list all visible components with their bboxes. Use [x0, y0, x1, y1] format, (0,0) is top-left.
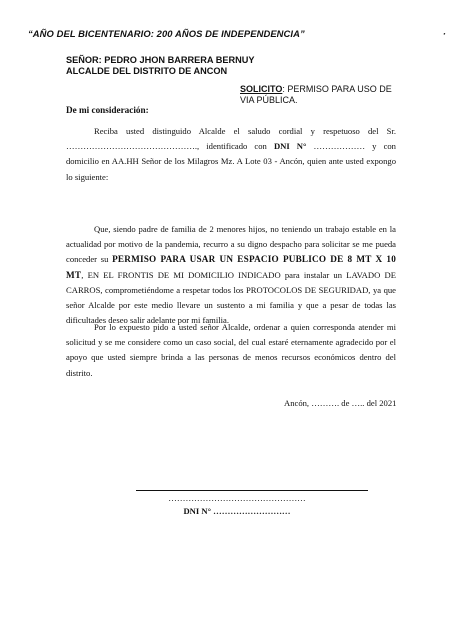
permit-request-bold: PERMISO PARA USAR UN ESPACIO PUBLICO DE 8 MT X 10 MT [66, 254, 396, 280]
date-line: Ancón, ………. de ….. del 2021 [284, 398, 397, 408]
motto-mark: · [442, 28, 447, 39]
paragraph-intro-text: Reciba usted distinguido Alcalde el saludo cordial y respetuoso del Sr. ………………………………………., identificado con [66, 126, 396, 152]
subject-block [240, 84, 410, 106]
salutation: De mi consideración: [66, 105, 149, 115]
subject-text-2: VIA PÚBLICA. [240, 95, 298, 105]
dni-label: DNI N° [273, 141, 307, 152]
paragraph-intro [66, 124, 396, 185]
addressee-title: ALCALDE DEL DISTRITO DE ANCON [66, 66, 228, 76]
paragraph-intro-text-2: ……………… y con domicilio en AA.HH Señor de los Milagros Mz. A Lote 03 - Ancón, quien ante usted expongo lo siguiente: [66, 141, 396, 182]
paragraph-request-text-2: , EN EL FRONTIS DE MI DOMICILIO INDICADO para instalar un LAVADO DE CARROS, comprometiéndome a respetar todos los PROTOCOLOS DE SEGURIDAD, ya que señor Alcalde por este medio llevare un sustento a mi familia y que a pesar de todas las dificultades deseo salir adelante por mi familia. [66, 269, 396, 326]
paragraph-closing [66, 320, 396, 381]
header-motto [0, 28, 474, 39]
addressee-name: SEÑOR: PEDRO JHON BARRERA BERNUY [66, 55, 255, 65]
signature-dni: DNI N° ……………………… [183, 506, 291, 516]
subject-text: : PERMISO PARA USO DE [282, 84, 392, 94]
motto-text: “AÑO DEL BICENTENARIO: 200 AÑOS DE INDEPENDENCIA” [27, 28, 305, 39]
paragraph-request [66, 222, 396, 328]
paragraph-closing-text: Por lo expuesto pido a usted señor Alcalde, ordenar a quien corresponda atender mi solicitud y se me considere como un caso social, del cual estaré eternamente agradecido por el apoyo que usted siempre brinda a las personas de menos recursos económicos dentro del distrito. [66, 322, 396, 378]
paragraph-request-text: Que, siendo padre de familia de 2 menores hijos, no teniendo un trabajo estable en la actualidad por motivo de la pandemia, recurro a su digno despacho para solicitar se me pueda conceder su [66, 224, 396, 265]
signature-name-placeholder: ………………………………………… [168, 493, 306, 503]
addressee-block [66, 55, 255, 77]
signature-line [136, 490, 368, 491]
subject-label: SOLICITO [240, 84, 283, 94]
